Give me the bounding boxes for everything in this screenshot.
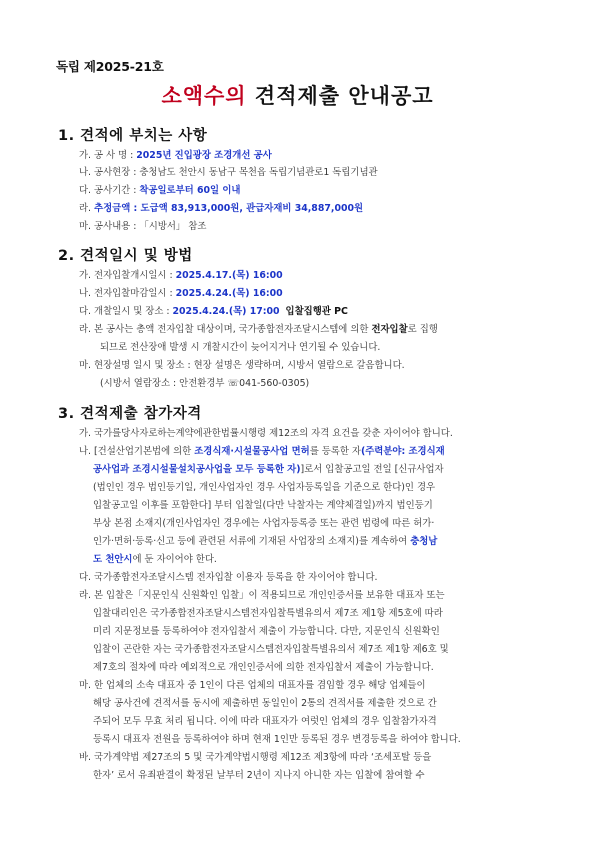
s2-item-ma-line1: 마. 현장설명 일시 및 장소 : 현장 설명은 생략하며, 시방서 열람으로 갈음합니다. xyxy=(79,360,405,371)
title-red-part: 소액수의 xyxy=(161,84,247,108)
s1-item-na: 나. 공사현장 : 충청남도 천안시 동남구 목천읍 독립기념관로1 독립기념관 xyxy=(79,167,378,178)
s3-item-ra-line4: 입찰이 곤란한 자는 국가종합전자조달시스템전자입찰특별유의서 제7조 제1항 제6호 및 xyxy=(93,644,449,655)
s3-item-ma-line3: 주되어 모두 무효 처리 됩니다. 이에 따라 대표자가 여럿인 업체의 경우 입찰참가자격 xyxy=(93,716,437,727)
s3-item-ra-line1: 라. 본 입찰은「지문인식 신원확인 입찰」이 적용되므로 개인인증서를 보유한 대표자 또는 xyxy=(79,590,445,601)
s1-item-ma: 마. 공사내용 : 「시방서」 참조 xyxy=(79,221,207,232)
s3-item-na-line1: 나. [건설산업기본법에 의한 조경식재·시설물공사업 면허를 등록한 자(주력분야: 조경식재 xyxy=(79,446,445,457)
s1-item-ra: 라. 추정금액 : 도급액 83,913,000원, 관급자재비 34,887,000원 xyxy=(79,203,364,214)
s3-item-ma-line4: 등록시 대표자 전원을 등록하여야 하며 현재 1인만 등록된 경우 변경등록을 하여야 합니다. xyxy=(93,734,461,745)
s3-item-da: 다. 국가종합전자조달시스템 전자입찰 이용자 등록을 한 자이어야 합니다. xyxy=(79,572,378,583)
s3-item-ma-line2: 해당 공사건에 견적서를 동시에 제출하면 동일인이 2통의 견적서를 제출한 것으로 간 xyxy=(93,698,437,709)
s3-item-ma-line1: 마. 한 업체의 소속 대표자 중 1인이 다른 업체의 대표자를 겸임할 경우 해당 업체들이 xyxy=(79,680,426,691)
s3-item-na-line7: 도 천안시에 둔 자이어야 한다. xyxy=(93,554,217,565)
s3-item-na-line6: 인가·면허·등록·신고 등에 관련된 서류에 기재된 사업장의 소재지)를 계속하여 충청남 xyxy=(93,536,438,547)
section-1-heading: 1. 견적에 부치는 사항 xyxy=(58,128,208,144)
s3-item-ra-line5: 제7호의 절차에 따라 예외적으로 개인인증서에 의한 전자입찰서 제출이 가능합니다. xyxy=(93,662,434,673)
s2-item-ra-line2: 되므로 전산장애 발생 시 개찰시간이 늦어지거나 연기될 수 있습니다. xyxy=(100,342,381,353)
s3-item-na-line4: 입찰공고일 이후를 포함한다] 부터 입찰일(다만 낙찰자는 계약체결일)까지 법인등기 xyxy=(93,500,433,511)
s2-item-da: 다. 개찰일시 및 장소 : 2025.4.24.(목) 17:00 입찰집행관 PC xyxy=(79,306,348,317)
s1-item-ga: 가. 공 사 명 : 2025년 진입광장 조경개선 공사 xyxy=(79,150,272,161)
s3-item-ga: 가. 국가를당사자로하는계약에관한법률시행령 제12조의 자격 요건을 갖춘 자이어야 합니다. xyxy=(79,428,453,439)
s3-item-na-line2: 공사업과 조경시설물설치공사업을 모두 등록한 자)]로서 입찰공고일 전일 [신규사업자 xyxy=(93,464,444,475)
s2-item-ma-line2: (시방서 열람장소 : 안전환경부 ☏041-560-0305) xyxy=(100,378,310,389)
s3-item-ba-line2: 한자’ 로서 유죄판결이 확정된 날부터 2년이 지나지 아니한 자는 입찰에 참여할 수 xyxy=(93,770,425,781)
section-2-heading: 2. 견적일시 및 방법 xyxy=(58,248,193,264)
page-title xyxy=(0,80,595,110)
s3-item-na-line3: (법인인 경우 법인등기일, 개인사업자인 경우 사업자등록일을 기준으로 한다)인 경우 xyxy=(93,482,436,493)
document-number: 독립 제2025-21호 xyxy=(56,59,164,74)
s3-item-na-line5: 부상 본점 소재지(개인사업자인 경우에는 사업자등록증 또는 관련 법령에 따른 허가· xyxy=(93,518,435,529)
s2-item-na: 나. 전자입찰마감일시 : 2025.4.24.(목) 16:00 xyxy=(79,288,283,299)
s3-item-ra-line3: 미리 지문정보를 등록하여야 전자입찰서 제출이 가능합니다. 다만, 지문인식 신원확인 xyxy=(93,626,440,637)
s2-item-ra-line1: 라. 본 공사는 총액 전자입찰 대상이며, 국가종합전자조달시스템에 의한 전자입찰로 집행 xyxy=(79,324,438,335)
section-3-heading: 3. 견적제출 참가자격 xyxy=(58,406,202,422)
s3-item-ba-line1: 바. 국가계약법 제27조의 5 및 국가계약법시행령 제12조 제3항에 따라 ‘조세포탈 등을 xyxy=(79,752,432,763)
s3-item-ra-line2: 입찰대리인은 국가종합전자조달시스템전자입찰특별유의서 제7조 제1항 제5호에 따라 xyxy=(93,608,443,619)
s2-item-ga: 가. 전자입찰개시일시 : 2025.4.17.(목) 16:00 xyxy=(79,270,283,281)
s1-item-da: 다. 공사기간 : 착공일로부터 60일 이내 xyxy=(79,185,241,196)
title-black-part: 견적제출 안내공고 xyxy=(254,84,434,108)
